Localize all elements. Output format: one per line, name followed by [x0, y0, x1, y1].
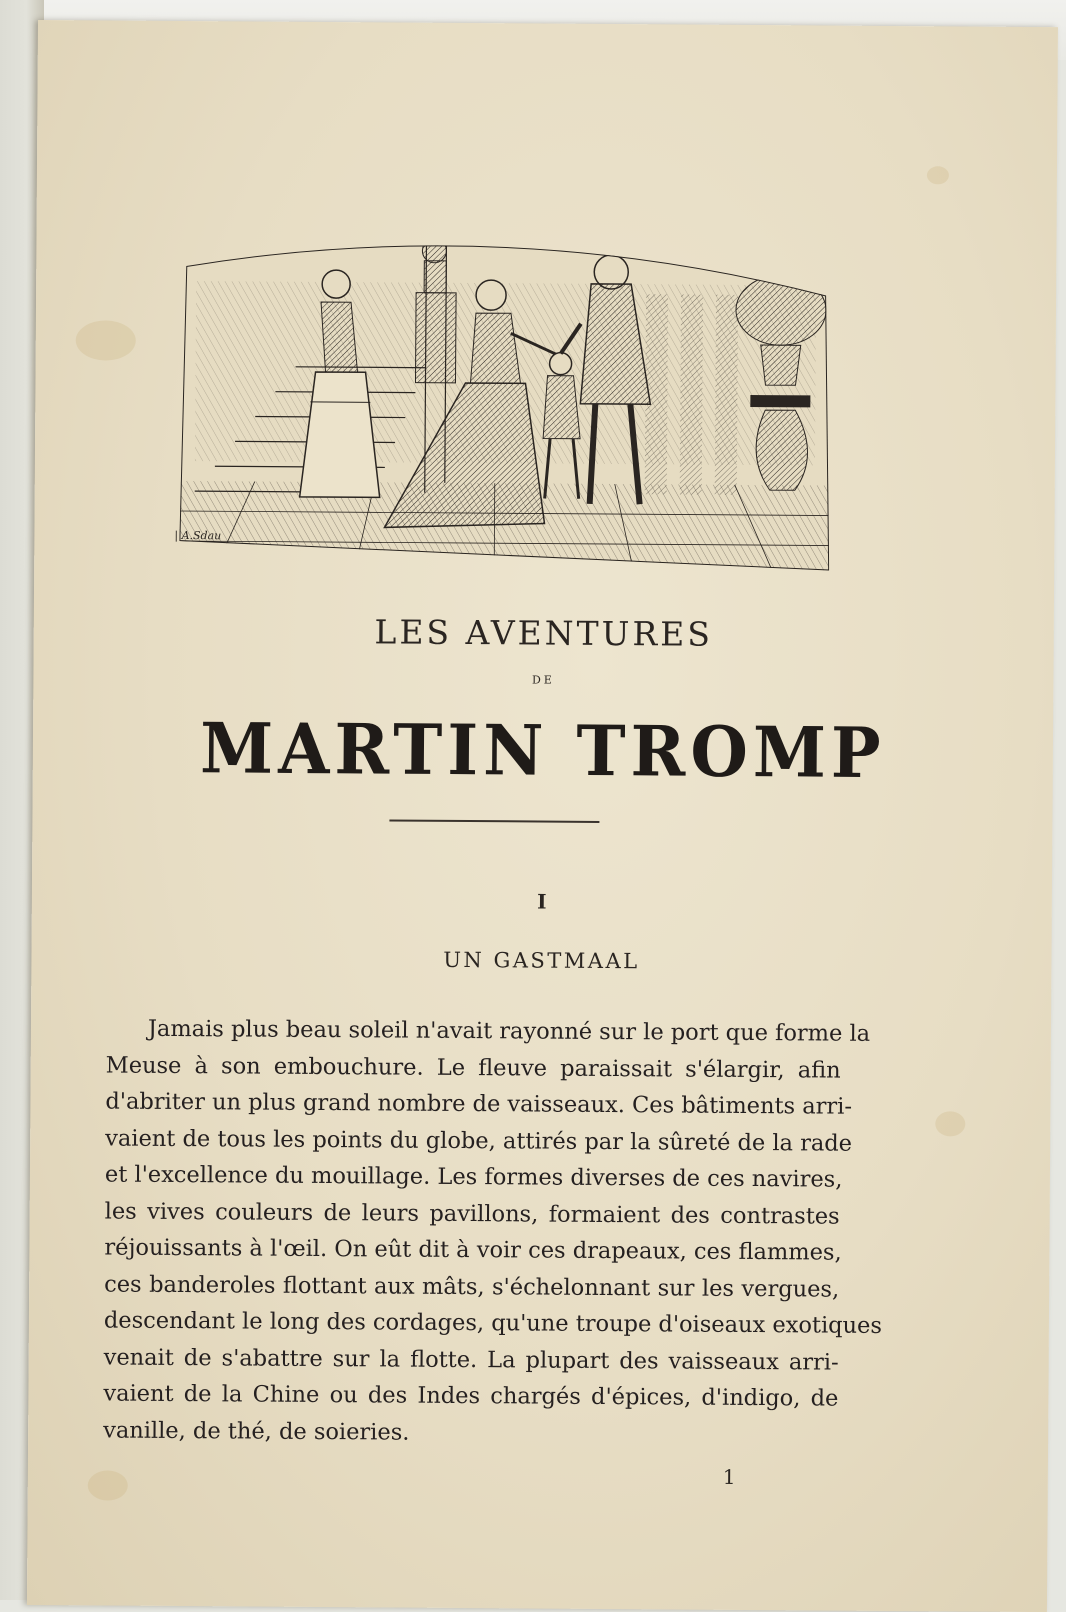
text-line: venait de s'abattre sur la flotte. La plupart des vaisseaux arri- — [103, 1343, 839, 1376]
text-line: vanille, de thé, de soieries. — [103, 1416, 410, 1446]
book-title-main: MARTIN TROMP — [199, 707, 886, 794]
text-line: les vives couleurs de leurs pavillons, formaient des contrastes — [104, 1197, 840, 1230]
foxing-spot — [935, 1111, 965, 1136]
book-page — [27, 20, 1058, 1612]
text-line: et l'excellence du mouillage. Les formes diverses de ces navires, — [104, 1161, 843, 1193]
chapter-title: UN GASTMAAL — [443, 947, 640, 974]
engraving-figures-scene-icon — [174, 221, 836, 576]
text-line: Meuse à son embouchure. Le fleuve paraissait s'élargir, afin — [105, 1051, 841, 1084]
chapter-number: I — [537, 889, 547, 914]
book-title-top: LES AVENTURES — [374, 612, 714, 654]
text-line: réjouissants à l'œil. On eût dit à voir ces drapeaux, ces flammes, — [104, 1234, 842, 1266]
book-title-de: DE — [531, 673, 555, 687]
text-line: d'abriter un plus grand nombre de vaisseaux. Ces bâtiments arri- — [105, 1088, 853, 1120]
text-line: descendant le long des cordages, qu'une troupe d'oiseaux exotiques — [103, 1307, 883, 1339]
body-text — [103, 1010, 883, 1453]
foxing-spot — [88, 1470, 128, 1500]
text-line: vaient de la Chine ou des Indes chargés d'épices, d'indigo, de — [103, 1380, 839, 1412]
foxing-spot — [76, 320, 136, 360]
engraver-signature: | A.Sdau — [174, 528, 222, 543]
text-line: vaient de tous les points du globe, attirés par la sûreté de la rade — [105, 1124, 853, 1157]
engraving-illustration — [174, 221, 836, 576]
foxing-spot — [927, 166, 949, 184]
text-line: ces banderoles flottant aux mâts, s'échelonnant sur les vergues, — [104, 1270, 840, 1303]
text-line: Jamais plus beau soleil n'avait rayonné sur le port que forme la — [147, 1015, 871, 1047]
title-rule — [389, 819, 599, 822]
page-number: 1 — [722, 1464, 736, 1489]
